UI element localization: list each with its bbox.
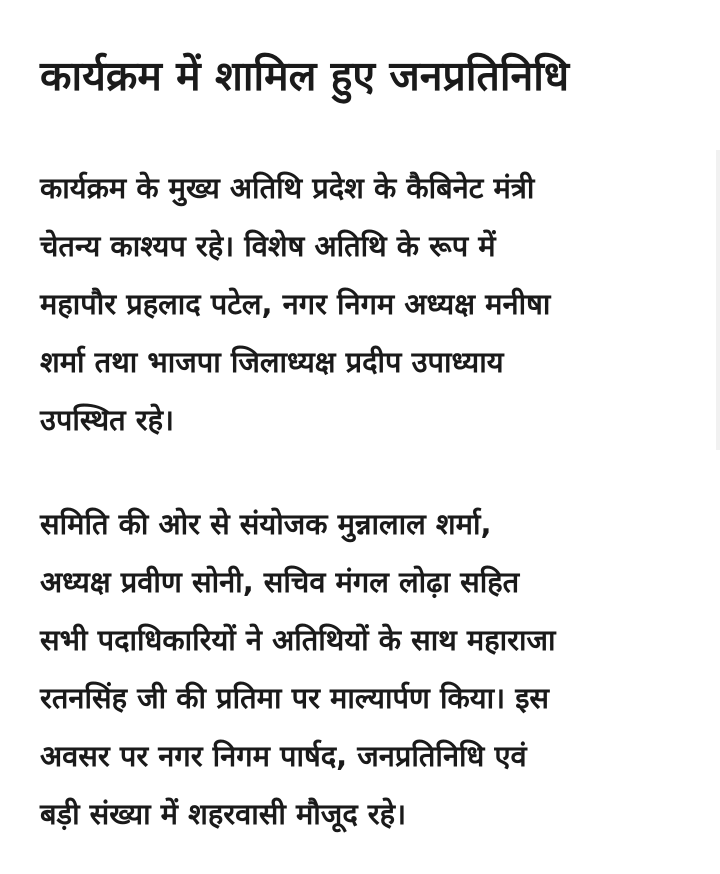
paragraph-line: सभी पदाधिकारियों ने अतिथियों के साथ महाराजा — [40, 623, 556, 657]
paragraph-line: अध्यक्ष प्रवीण सोनी, सचिव मंगल लोढ़ा सहित — [40, 565, 520, 599]
paragraph-line: कार्यक्रम के मुख्य अतिथि प्रदेश के कैबिनेट मंत्री — [40, 171, 535, 205]
paragraph-line: चेतन्य काश्यप रहे। विशेष अतिथि के रूप में — [40, 229, 496, 263]
paragraph-line: अवसर पर नगर निगम पार्षद, जनप्रतिनिधि एवं — [40, 739, 527, 773]
section-heading: कार्यक्रम में शामिल हुए जनप्रतिनिधि — [40, 52, 570, 100]
scroll-edge — [716, 150, 720, 450]
paragraph-line: समिति की ओर से संयोजक मुन्नालाल शर्मा, — [40, 507, 492, 541]
paragraph-line: शर्मा तथा भाजपा जिलाध्यक्ष प्रदीप उपाध्याय — [40, 345, 504, 379]
paragraph-line: उपस्थित रहे। — [40, 403, 174, 437]
paragraph-committee — [40, 495, 700, 843]
paragraph-line: महापौर प्रहलाद पटेल, नगर निगम अध्यक्ष मनीषा — [40, 287, 551, 321]
paragraph-line: रतनसिंह जी की प्रतिमा पर माल्यार्पण किया। इस — [40, 681, 550, 715]
paragraph-guests — [40, 159, 700, 449]
paragraph-line: बड़ी संख्या में शहरवासी मौजूद रहे। — [40, 797, 407, 831]
